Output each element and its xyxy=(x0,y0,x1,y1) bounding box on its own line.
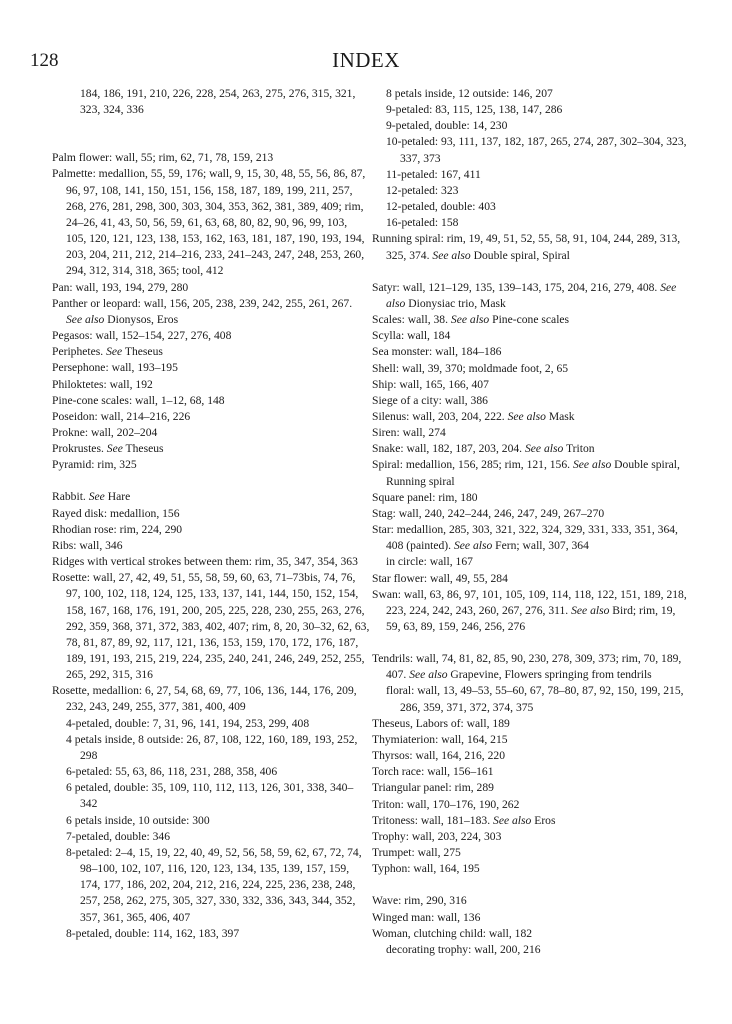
see-reference-target: Dionysos, Eros xyxy=(104,312,179,326)
entry-text: 4 petals inside, 8 outside: 26, 87, 108, 122, 160, 189, 193, 252, 298 xyxy=(66,732,358,762)
section-gap xyxy=(52,118,370,134)
see-reference-label: See also xyxy=(450,313,490,327)
entry-text: Star flower: wall, 49, 55, 284 xyxy=(372,571,508,585)
entry-text: Satyr: wall, 121–129, 135, 139–143, 175, 204, 216, 279, 408. xyxy=(372,280,658,294)
entry-text: Prokrustes. xyxy=(52,442,104,456)
entry-text: Pine-cone scales: wall, 1–12, 68, 148 xyxy=(52,393,225,407)
entry-text: Snake: wall, 182, 187, 203, 204. xyxy=(372,442,523,456)
entry-text: Typhon: wall, 164, 195 xyxy=(372,862,480,876)
entry-text: Ridges with vertical strokes between them: rim, 35, 347, 354, 363 xyxy=(52,555,358,569)
index-entry xyxy=(52,393,370,409)
section-gap xyxy=(372,635,688,651)
entry-text: Palmette: medallion, 55, 59, 176; wall, 9, 15, 30, 48, 55, 56, 86, 87, 96, 97, 108, 141, 150, 151, 156, 158, 187, 189, 199, 211, 257, 268, 276, 281, 298, 300, 303, 304, 353, 362, 381, 389, 409; rim, 24–26, 41, 43, 50, 56, 59, 61, 63, 68, 80, 82, 90, 96, 99, 103, 105, 120, 121, 123, 138, 153, 162, 163, 181, 187, 190, 193, 194, 203, 204, 211, 212, 214–216, 233, 241–243, 247, 248, 253, 260, 294, 312, 314, 318, 365; tool, 412 xyxy=(52,167,366,278)
see-reference-target: Pine-cone scales xyxy=(489,313,570,327)
entry-text: Rosette: wall, 27, 42, 49, 51, 55, 58, 59, 60, 63, 71–73bis, 74, 76, 97, 100, 102, 118, 124, 125, 133, 137, 141, 144, 150, 152, 154, 158, 167, 168, 176, 191, 200, 205, 225, 228, 230, 255, 263, 276, 292, 359, 368, 371, 372, 383, 402, 407; rim, 8, 20, 30–32, 62, 63, 78, 81, 87, 89, 92, 117, 121, 136, 153, 159, 170, 172, 176, 187, 189, 191, 193, 215, 219, 224, 235, 240, 241, 246, 249, 252, 255, 265, 292, 315, 316 xyxy=(52,571,370,682)
entry-text: 16-petaled: 158 xyxy=(386,216,459,230)
index-entry xyxy=(52,506,370,522)
index-subentry xyxy=(372,167,688,183)
entry-text: 7-petaled, double: 346 xyxy=(66,829,170,843)
index-subentry xyxy=(52,86,370,118)
index-entry xyxy=(52,360,370,376)
entry-text: Philoktetes: wall, 192 xyxy=(52,377,153,391)
entry-text: Square panel: rim, 180 xyxy=(372,490,478,504)
entry-text: Rhodian rose: rim, 224, 290 xyxy=(52,522,183,536)
index-entry xyxy=(52,377,370,393)
entry-text: Torch race: wall, 156–161 xyxy=(372,765,494,779)
see-reference-target: Double spiral, Running spiral xyxy=(386,458,680,488)
index-entry xyxy=(372,344,688,360)
index-column-right xyxy=(372,86,688,958)
index-entry xyxy=(372,441,688,457)
index-entry xyxy=(372,716,688,732)
entry-text: Shell: wall, 39, 370; moldmade foot, 2, 65 xyxy=(372,361,569,375)
entry-text: Ribs: wall, 346 xyxy=(52,538,123,552)
index-subentry xyxy=(52,780,370,812)
entry-text: 12-petaled: 323 xyxy=(386,183,459,197)
index-subentry xyxy=(372,118,688,134)
page-number: 128 xyxy=(30,50,59,71)
entry-text: Silenus: wall, 203, 204, 222. xyxy=(372,409,505,423)
section-gap xyxy=(52,473,370,489)
index-entry xyxy=(372,861,688,877)
see-reference-target: Theseus xyxy=(122,442,164,456)
entry-text: Sea monster: wall, 184–186 xyxy=(372,345,502,359)
see-reference-label: See also xyxy=(453,539,493,553)
index-entry xyxy=(372,845,688,861)
entry-text: Siren: wall, 274 xyxy=(372,426,446,440)
index-entry xyxy=(52,409,370,425)
index-entry xyxy=(372,393,688,409)
index-entry xyxy=(372,764,688,780)
index-subentry xyxy=(372,199,688,215)
index-subentry xyxy=(52,845,370,926)
index-entry xyxy=(52,425,370,441)
index-entry xyxy=(52,554,370,570)
index-entry xyxy=(372,797,688,813)
index-subentry xyxy=(52,926,370,942)
see-reference-label: See also xyxy=(493,813,532,827)
running-head: INDEX xyxy=(332,48,400,72)
index-entry xyxy=(372,813,688,829)
index-subentry xyxy=(372,942,688,958)
index-entry xyxy=(52,538,370,554)
entry-text: Rosette, medallion: 6, 27, 54, 68, 69, 77, 106, 136, 144, 176, 209, 232, 243, 249, 255, 377, 381, 400, 409 xyxy=(52,684,357,714)
entry-text: Thyrsos: wall, 164, 216, 220 xyxy=(372,749,505,763)
see-reference-label: See also xyxy=(432,248,471,262)
index-entry xyxy=(372,910,688,926)
see-reference-target: Theseus xyxy=(122,345,163,359)
index-subentry xyxy=(52,732,370,764)
index-entry xyxy=(52,166,370,279)
index-subentry xyxy=(52,764,370,780)
entry-text: Tendrils: wall, 74, 81, 82, 85, 90, 230, 278, 309, 373; rim, 70, 189, 407. xyxy=(372,652,682,682)
index-subentry xyxy=(372,683,688,715)
entry-text: 4-petaled, double: 7, 31, 96, 141, 194, 253, 299, 408 xyxy=(66,716,310,730)
index-column-left xyxy=(52,86,370,942)
index-entry xyxy=(372,522,688,554)
index-entry xyxy=(52,344,370,360)
section-gap xyxy=(372,877,688,893)
see-reference-target: Fern; wall, 307, 364 xyxy=(492,539,589,553)
index-entry xyxy=(372,425,688,441)
index-entry xyxy=(372,587,688,635)
index-entry xyxy=(372,926,688,942)
entry-text: Persephone: wall, 193–195 xyxy=(52,361,178,375)
see-reference-label: See also xyxy=(524,442,564,456)
entry-text: Wave: rim, 290, 316 xyxy=(372,894,467,908)
entry-text: Rabbit. xyxy=(52,490,86,504)
entry-text: Pegasos: wall, 152–154, 227, 276, 408 xyxy=(52,329,232,343)
index-entry xyxy=(52,280,370,296)
see-reference-label: See xyxy=(88,490,105,504)
entry-text: Triangular panel: rim, 289 xyxy=(372,781,494,795)
entry-text: 8 petals inside, 12 outside: 146, 207 xyxy=(386,87,553,100)
entry-text: Rayed disk: medallion, 156 xyxy=(52,506,180,520)
entry-text: Prokne: wall, 202–204 xyxy=(52,425,158,439)
entry-text: Ship: wall, 165, 166, 407 xyxy=(372,377,489,391)
entry-text: Poseidon: wall, 214–216, 226 xyxy=(52,409,191,423)
see-reference-label: See xyxy=(106,345,123,359)
index-entry xyxy=(372,457,688,489)
see-reference-target: Hare xyxy=(104,490,131,504)
see-reference-label: See also xyxy=(66,312,105,326)
index-subentry xyxy=(372,86,688,102)
entry-text: Running spiral: rim, 19, 49, 51, 52, 55, 58, 91, 104, 244, 289, 313, 325, 374. xyxy=(372,232,681,262)
index-entry xyxy=(52,522,370,538)
index-entry xyxy=(52,683,370,715)
index-subentry xyxy=(372,554,688,570)
entry-text: Theseus, Labors of: wall, 189 xyxy=(372,716,510,730)
index-entry xyxy=(372,377,688,393)
entry-text: 6 petals inside, 10 outside: 300 xyxy=(66,813,210,827)
index-entry xyxy=(372,893,688,909)
index-entry xyxy=(52,296,370,328)
index-entry xyxy=(52,489,370,505)
section-gap xyxy=(52,134,370,150)
see-reference-label: See also xyxy=(571,603,610,617)
index-entry xyxy=(52,150,370,166)
entry-text: Winged man: wall, 136 xyxy=(372,910,481,924)
index-subentry xyxy=(372,183,688,199)
index-entry xyxy=(52,441,370,457)
entry-text: Stag: wall, 240, 242–244, 246, 247, 249, 267–270 xyxy=(372,506,605,520)
entry-text: 8-petaled: 2–4, 15, 19, 22, 40, 49, 52, 56, 58, 59, 62, 67, 72, 74, 98–100, 102, 107, 116, 120, 123, 134, 135, 139, 157, 159, 174, 177, 186, 202, 204, 212, 216, 224, 225, 236, 238, 248, 257, 258, 262, 275, 305, 327, 330, 332, 336, 343, 344, 352, 357, 361, 365, 406, 407 xyxy=(66,845,362,924)
entry-text: Tritoness: wall, 181–183. xyxy=(372,813,491,827)
entry-text: Scales: wall, 38. xyxy=(372,313,448,327)
index-entry xyxy=(372,312,688,328)
see-reference-label: See also xyxy=(409,668,448,682)
index-entry xyxy=(372,409,688,425)
entry-text: Pan: wall, 193, 194, 279, 280 xyxy=(52,280,189,294)
index-entry xyxy=(372,231,688,263)
index-subentry xyxy=(52,716,370,732)
index-subentry xyxy=(52,813,370,829)
entry-text: Woman, clutching child: wall, 182 xyxy=(372,926,533,940)
see-reference-label: See also xyxy=(386,280,677,310)
entry-text: 6 petaled, double: 35, 109, 110, 112, 113, 126, 301, 338, 340–342 xyxy=(66,781,354,811)
entry-text: in circle: wall, 167 xyxy=(386,555,473,569)
index-entry xyxy=(52,328,370,344)
section-gap xyxy=(372,264,688,280)
index-entry xyxy=(372,732,688,748)
see-reference-label: See also xyxy=(572,458,612,472)
entry-text: Thymiaterion: wall, 164, 215 xyxy=(372,732,508,746)
entry-text: 9-petaled: 83, 115, 125, 138, 147, 286 xyxy=(386,103,563,117)
entry-text: Periphetes. xyxy=(52,345,104,359)
index-entry xyxy=(52,570,370,683)
entry-text: Spiral: medallion, 156, 285; rim, 121, 156. xyxy=(372,458,571,472)
index-entry xyxy=(372,280,688,312)
entry-text: 9-petaled, double: 14, 230 xyxy=(386,119,508,133)
entry-text: Scylla: wall, 184 xyxy=(372,329,451,343)
see-reference-target: Eros xyxy=(531,813,556,827)
index-entry xyxy=(372,361,688,377)
see-reference-target: Bird; rim, 19, 59, 63, 89, 159, 246, 256, 276 xyxy=(386,603,676,633)
index-entry xyxy=(372,506,688,522)
index-entry xyxy=(372,829,688,845)
entry-text: Swan: wall, 63, 86, 97, 101, 105, 109, 114, 118, 122, 151, 189, 218, 223, 224, 242, 243, 260, 267, 276, 311. xyxy=(372,587,687,617)
entry-text: Pyramid: rim, 325 xyxy=(52,458,137,472)
see-reference-target: Mask xyxy=(545,409,575,423)
entry-text: 8-petaled, double: 114, 162, 183, 397 xyxy=(66,926,240,940)
index-entry xyxy=(372,748,688,764)
entry-text: Trumpet: wall, 275 xyxy=(372,846,461,860)
see-reference-label: See xyxy=(106,442,123,456)
index-entry xyxy=(372,490,688,506)
index-subentry xyxy=(372,134,688,166)
index-entry xyxy=(372,780,688,796)
see-reference-label: See also xyxy=(507,409,546,423)
see-reference-target: Triton xyxy=(563,442,595,456)
entry-text: Panther or leopard: wall, 156, 205, 238, 239, 242, 255, 261, 267. xyxy=(52,296,353,310)
entry-text: Siege of a city: wall, 386 xyxy=(372,393,488,407)
index-subentry xyxy=(52,829,370,845)
entry-text: 11-petaled: 167, 411 xyxy=(386,167,481,181)
index-entry xyxy=(372,571,688,587)
entry-text: 184, 186, 191, 210, 226, 228, 254, 263, 275, 276, 315, 321, 323, 324, 336 xyxy=(80,87,356,117)
entry-text: 6-petaled: 55, 63, 86, 118, 231, 288, 358, 406 xyxy=(66,765,278,779)
entry-text: Palm flower: wall, 55; rim, 62, 71, 78, 159, 213 xyxy=(52,151,274,165)
index-entry xyxy=(372,651,688,683)
see-reference-target: Double spiral, Spiral xyxy=(470,248,570,262)
index-entry xyxy=(372,328,688,344)
entry-text: Trophy: wall, 203, 224, 303 xyxy=(372,829,502,843)
entry-text: Star: medallion, 285, 303, 321, 322, 324, 329, 331, 333, 351, 364, 408 (painted). xyxy=(372,523,678,553)
entry-text: 10-petaled: 93, 111, 137, 182, 187, 265, 274, 287, 302–304, 323, 337, 373 xyxy=(386,135,687,165)
index-subentry xyxy=(372,102,688,118)
index-entry xyxy=(52,457,370,473)
entry-text: Triton: wall, 170–176, 190, 262 xyxy=(372,797,520,811)
index-subentry xyxy=(372,215,688,231)
entry-text: floral: wall, 13, 49–53, 55–60, 67, 78–80, 87, 92, 150, 199, 215, 286, 359, 371, 372, 374, 375 xyxy=(386,684,684,714)
entry-text: 12-petaled, double: 403 xyxy=(386,200,496,214)
see-reference-target: Grapevine, Flowers springing from tendrils xyxy=(447,668,652,682)
entry-text: decorating trophy: wall, 200, 216 xyxy=(386,942,541,956)
see-reference-target: Dionysiac trio, Mask xyxy=(405,296,506,310)
